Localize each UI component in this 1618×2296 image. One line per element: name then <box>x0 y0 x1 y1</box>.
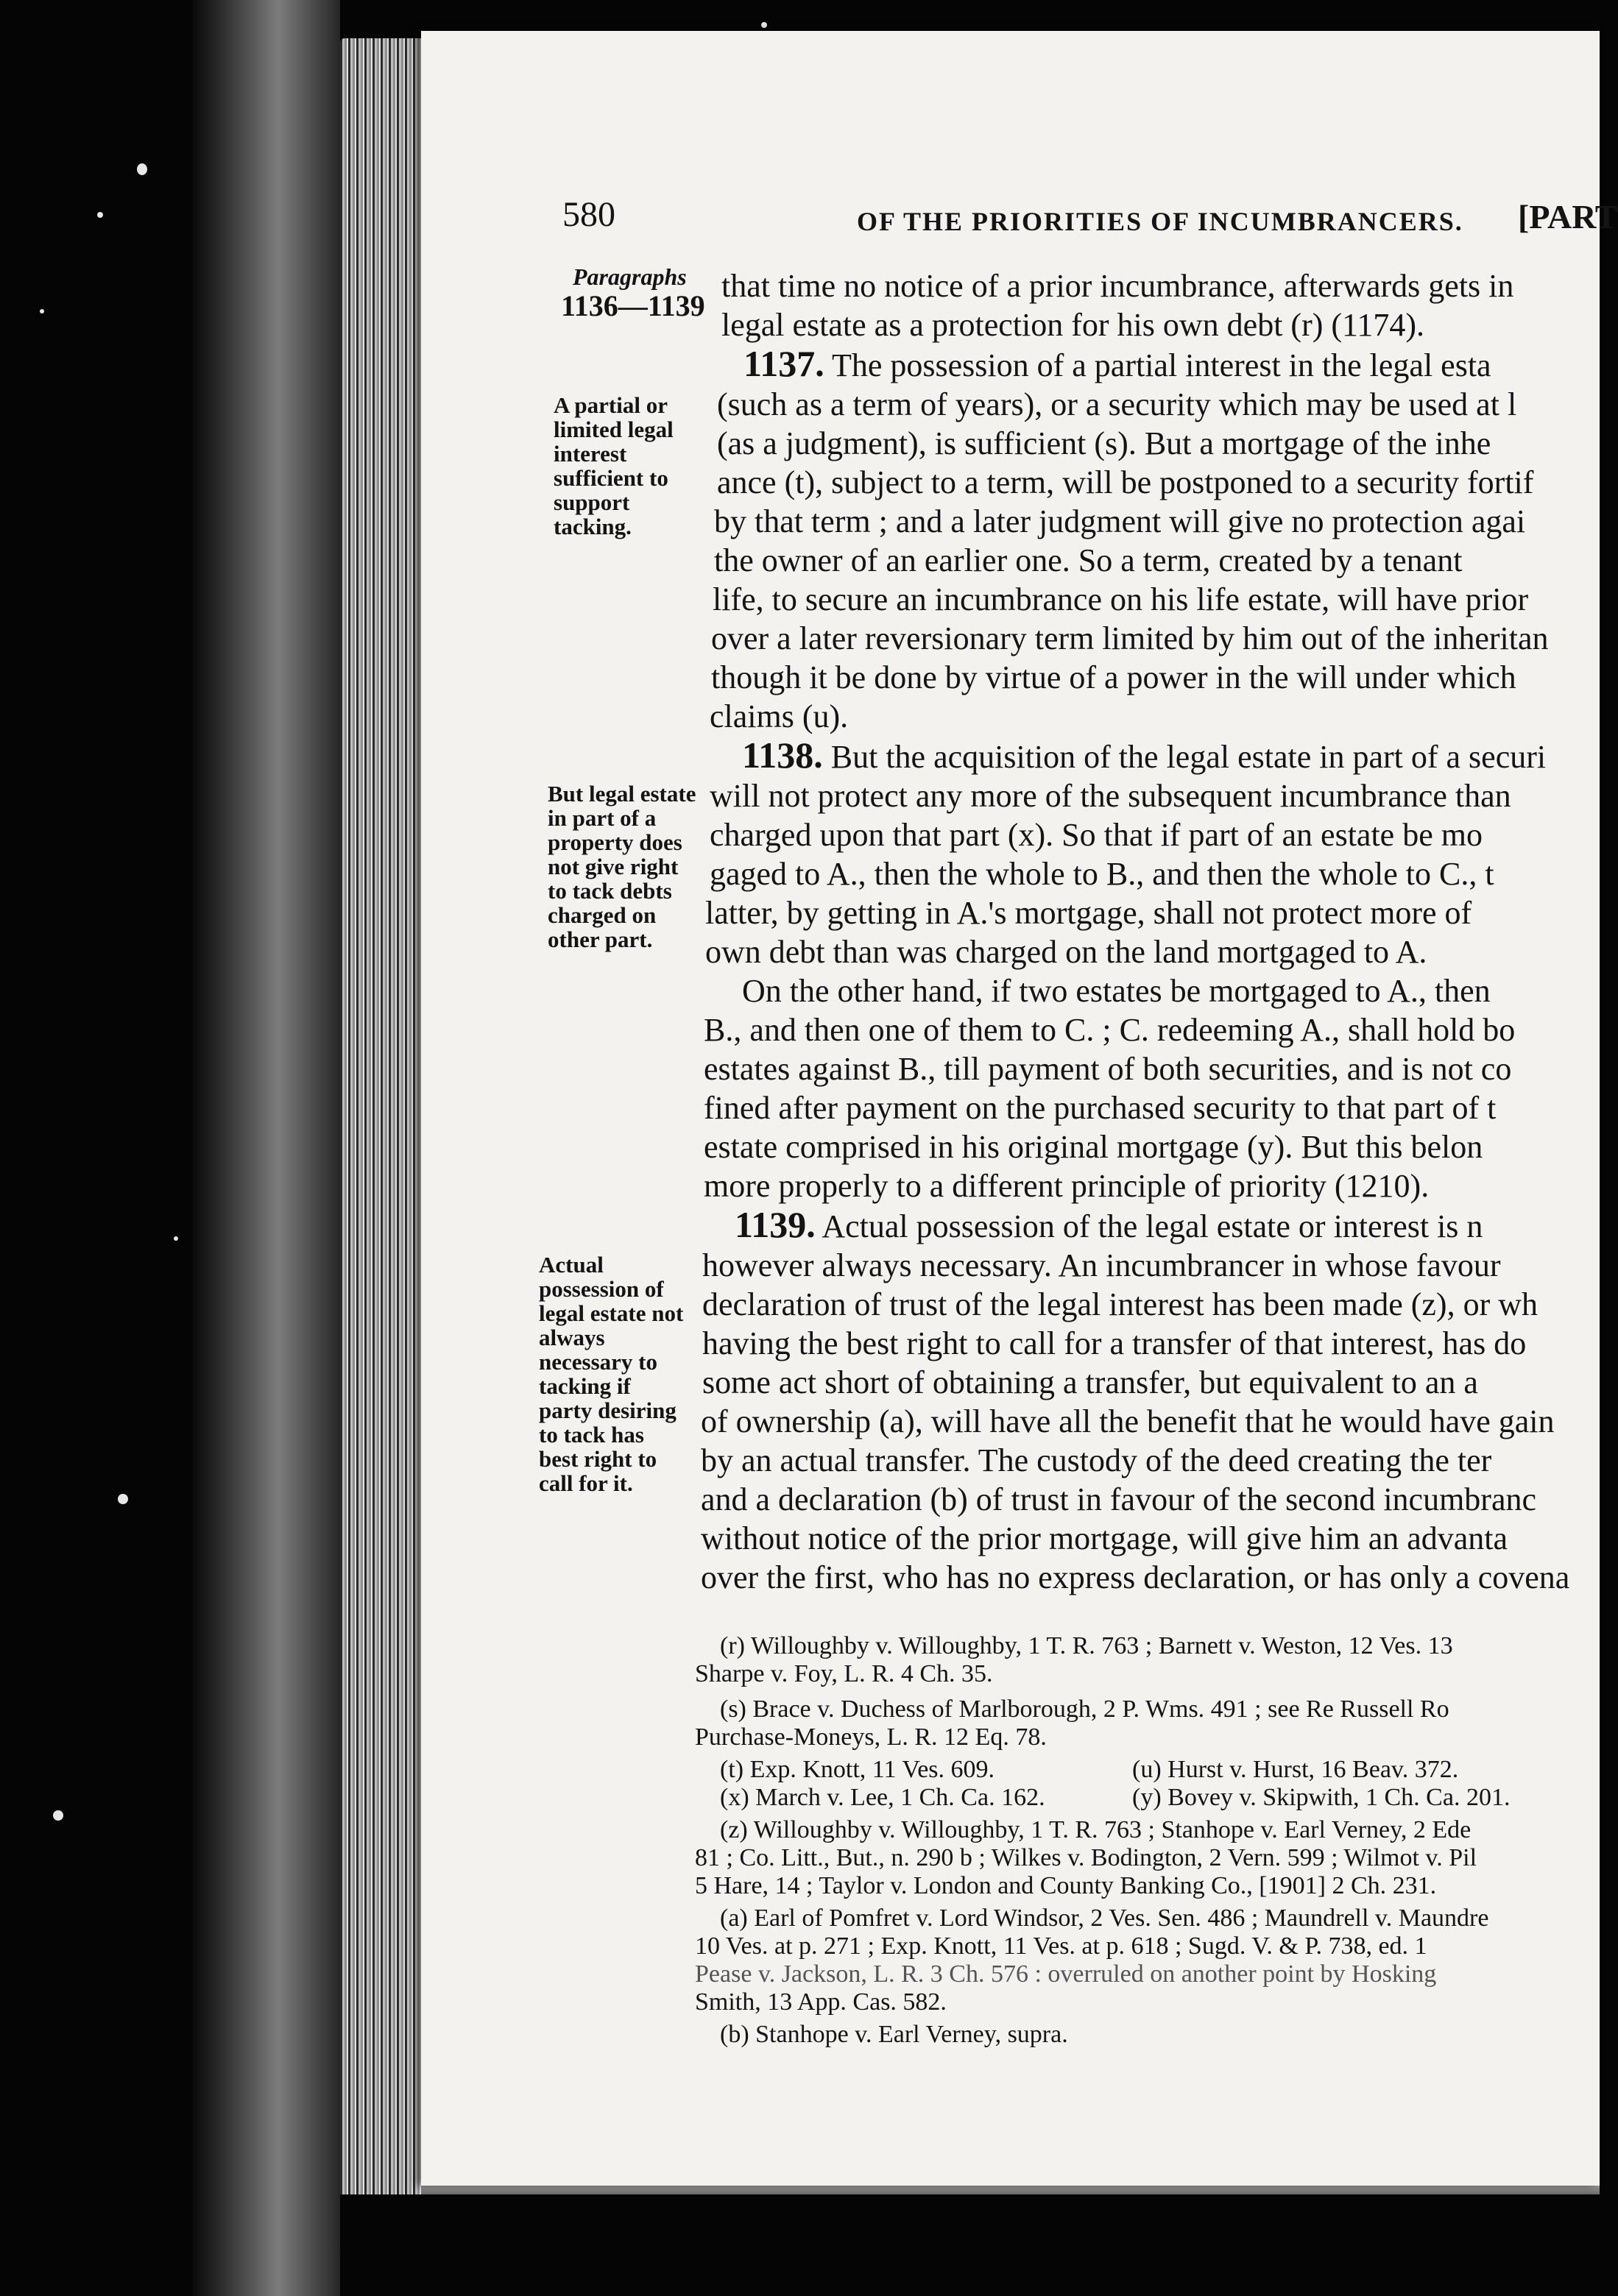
book-spine <box>193 0 340 2296</box>
paragraph-number: 1139. <box>735 1204 816 1245</box>
sidenote-paragraphs-label: Paragraphs <box>573 263 687 290</box>
footnote-t: (t) Exp. Knott, 11 Ves. 609. <box>720 1756 995 1783</box>
body-line: will not protect any more of the subsequent incumbrance than <box>710 778 1511 814</box>
body-line: of ownership (a), will have all the benefit that he would have gain <box>701 1403 1555 1439</box>
body-line: without notice of the prior mortgage, will give him an advanta <box>701 1520 1508 1556</box>
body-line: legal estate as a protection for his own debt (r) (1174). <box>721 307 1425 343</box>
body-line: estates against B., till payment of both securities, and is not co <box>704 1051 1512 1087</box>
book-page <box>421 31 1618 2186</box>
footnote-b: (b) Stanhope v. Earl Verney, supra. <box>720 2021 1068 2048</box>
para-1138-line: 1138. But the acquisition of the legal estate in part of a securi <box>742 734 1547 776</box>
body-line: life, to secure an incumbrance on his life estate, will have prior <box>713 581 1529 617</box>
body-line: having the best right to call for a transfer of that interest, has do <box>702 1325 1527 1361</box>
page-edges <box>340 38 421 2194</box>
para-1139-line: 1139. Actual possession of the legal estate or interest is n <box>735 1204 1483 1245</box>
body-line: though it be done by virtue of a power in the will under which <box>711 659 1516 695</box>
running-head: OF THE PRIORITIES OF INCUMBRANCERS. <box>857 207 1463 236</box>
sidenote-legal-estate-part: But legal estate in part of a property does not give right to tack debts charged on other part. <box>548 781 696 952</box>
footnote-a-cont: 10 Ves. at p. 271 ; Exp. Knott, 11 Ves. at p. 618 ; Sugd. V. & P. 738, ed. 1 <box>695 1932 1427 1960</box>
footnote-row-xy <box>695 1784 1510 1812</box>
footnote-s: (s) Brace v. Duchess of Marlborough, 2 P. Wms. 491 ; see Re Russell Ro <box>720 1696 1449 1723</box>
body-line: claims (u). <box>710 698 849 734</box>
paragraph-number: 1137. <box>743 343 824 384</box>
body-line: own debt than was charged on the land mortgaged to A. <box>705 934 1427 970</box>
body-line: that time no notice of a prior incumbrance, afterwards gets in <box>721 268 1514 304</box>
body-line: and a declaration (b) of trust in favour of the second incumbranc <box>701 1481 1537 1517</box>
dust-speck <box>137 163 147 175</box>
running-head-part: [PART <box>1518 198 1618 235</box>
footnote-z-cont: 81 ; Co. Litt., But., n. 290 b ; Wilkes v. Bodington, 2 Vern. 599 ; Wilmot v. Pil <box>695 1844 1477 1871</box>
dust-speck <box>40 309 44 313</box>
page-number: 580 <box>562 195 615 234</box>
body-line: (as a judgment), is sufficient (s). But a mortgage of the inhe <box>717 425 1491 461</box>
footnote-r: (r) Willoughby v. Willoughby, 1 T. R. 763 ; Barnett v. Weston, 12 Ves. 13 <box>720 1632 1453 1659</box>
footnote-a-cont: Pease v. Jackson, L. R. 3 Ch. 576 : overruled on another point by Hosking <box>695 1960 1437 1988</box>
paragraph-number: 1138. <box>742 734 823 776</box>
footnote-x: (x) March v. Lee, 1 Ch. Ca. 162. <box>720 1784 1045 1811</box>
body-line: by that term ; and a later judgment will give no protection agai <box>714 503 1526 539</box>
dust-speck <box>53 1810 63 1821</box>
body-line: estate comprised in his original mortgage (y). But this belon <box>704 1129 1483 1165</box>
para-1137-line: 1137. The possession of a partial interest in the legal esta <box>743 343 1491 384</box>
dust-speck <box>761 22 767 28</box>
dust-speck <box>174 1236 178 1241</box>
body-line: fined after payment on the purchased security to that part of t <box>704 1090 1497 1126</box>
body-line: On the other hand, if two estates be mortgaged to A., then <box>742 973 1491 1009</box>
footnotes <box>695 1632 1510 2049</box>
body-line: over a later reversionary term limited by him out of the inheritan <box>711 620 1549 656</box>
sidenote-partial-interest: A partial or limited legal interest sufficient to support tacking. <box>554 392 674 539</box>
footnote-s-cont: Purchase-Moneys, L. R. 12 Eq. 78. <box>695 1723 1047 1751</box>
footnote-z: (z) Willoughby v. Willoughby, 1 T. R. 763 ; Stanhope v. Earl Verney, 2 Ede <box>720 1816 1472 1843</box>
footnote-a: (a) Earl of Pomfret v. Lord Windsor, 2 Ves. Sen. 486 ; Maundrell v. Maundre <box>720 1905 1489 1932</box>
footnote-y: (y) Bovey v. Skipwith, 1 Ch. Ca. 201. <box>1132 1784 1511 1811</box>
body-line: charged upon that part (x). So that if part of an estate be mo <box>710 817 1483 853</box>
body-line: the owner of an earlier one. So a term, created by a tenant <box>714 542 1463 578</box>
body-line: (such as a term of years), or a security which may be used at l <box>717 386 1517 422</box>
body-line: declaration of trust of the legal interest has been made (z), or wh <box>702 1286 1538 1322</box>
dust-speck <box>118 1494 128 1504</box>
dust-speck <box>97 212 103 218</box>
footnote-r-cont: Sharpe v. Foy, L. R. 4 Ch. 35. <box>695 1660 993 1687</box>
body-line: over the first, who has no express declaration, or has only a covena <box>701 1559 1570 1595</box>
footnote-u: (u) Hurst v. Hurst, 16 Beav. 372. <box>1132 1756 1459 1783</box>
footnote-a-cont: Smith, 13 App. Cas. 582. <box>695 1988 947 2016</box>
body-line: gaged to A., then the whole to B., and then the whole to C., t <box>710 856 1494 892</box>
footnote-z-cont: 5 Hare, 14 ; Taylor v. London and County Banking Co., [1901] 2 Ch. 231. <box>695 1872 1437 1899</box>
body-line: latter, by getting in A.'s mortgage, shall not protect more of <box>705 895 1472 931</box>
body-line: by an actual transfer. The custody of the deed creating the ter <box>701 1442 1492 1478</box>
sidenote-paragraphs-range: 1136—1139 <box>561 289 705 322</box>
sidenote-actual-possession: Actual possession of legal estate not always necessary to tacking if party desiring to tack has best right to call for it. <box>539 1252 684 1496</box>
body-text <box>701 266 1570 1597</box>
body-line: ance (t), subject to a term, will be postponed to a security fortif <box>717 464 1534 500</box>
body-line: more properly to a different principle of priority (1210). <box>704 1168 1430 1204</box>
body-line: however always necessary. An incumbrancer in whose favour <box>702 1247 1501 1283</box>
body-line: some act short of obtaining a transfer, but equivalent to an a <box>702 1364 1478 1400</box>
body-line: B., and then one of them to C. ; C. redeeming A., shall hold bo <box>704 1012 1516 1048</box>
footnote-row-tu <box>695 1756 1510 1784</box>
